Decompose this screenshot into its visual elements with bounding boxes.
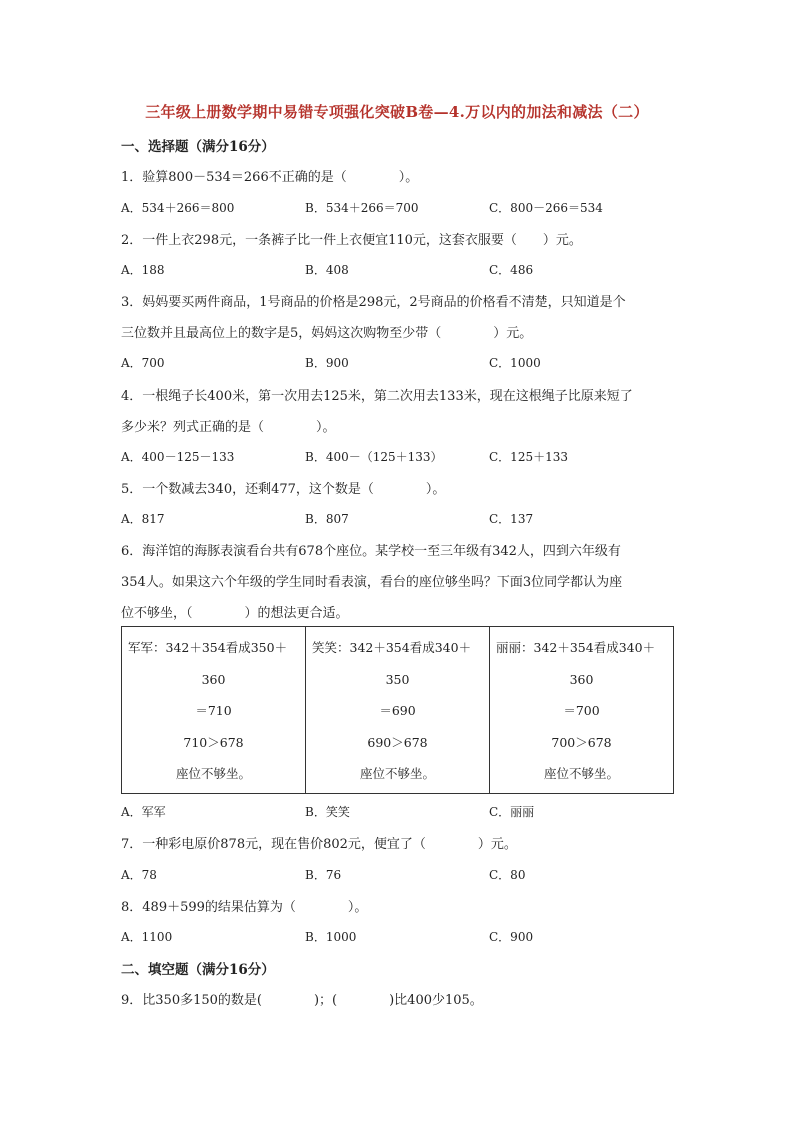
question-2-option-b[interactable]: B．408	[305, 263, 349, 277]
question-5-option-c[interactable]: C．137	[489, 512, 534, 526]
question-2-stem: 2．一件上衣298元，一条裤子比一件上衣便宜110元，这套衣服要（ ）元。	[121, 233, 582, 248]
cell-line: 座位不够坐。	[543, 766, 619, 781]
section-heading-fill-in: 二、填空题（满分16分）	[121, 962, 275, 978]
question-1-option-c[interactable]: C．800－266＝534	[489, 201, 603, 215]
cell-line: 700＞678	[551, 734, 612, 750]
question-6-stem-line-1: 6．海洋馆的海豚表演看台共有678个座位。某学校一至三年级有342人，四到六年级有	[121, 544, 621, 559]
question-5-stem: 5．一个数减去340，还剩477，这个数是（ ）。	[121, 482, 446, 497]
question-1-option-b[interactable]: B．534＋266＝700	[305, 201, 419, 215]
cell-line: 360	[569, 671, 594, 687]
cell-line: 座位不够坐。	[359, 766, 435, 781]
cell-line: ＝710	[195, 703, 232, 718]
question-6-option-b[interactable]: B．笑笑	[305, 805, 350, 819]
question-3-option-a[interactable]: A．700	[121, 356, 165, 370]
question-6-comparison-table	[121, 626, 674, 794]
question-3-stem-line-1: 3．妈妈要买两件商品，1号商品的价格是298元，2号商品的价格看不清楚，只知道是个	[121, 295, 626, 310]
question-5-option-a[interactable]: A．817	[121, 512, 165, 526]
cell-line: 690＞678	[367, 734, 428, 750]
question-8-option-c[interactable]: C．900	[489, 930, 534, 944]
cell-line: 360	[201, 671, 226, 687]
question-6-stem-line-3: 位不够坐，（ ）的想法更合适。	[121, 606, 349, 621]
question-6-stem-line-2: 354人。如果这六个年级的学生同时看表演，看台的座位够坐吗？下面3位同学都认为座	[121, 575, 623, 590]
worksheet-title: 三年级上册数学期中易错专项强化突破B卷—4.万以内的加法和减法（二）	[145, 103, 649, 121]
question-7-option-a[interactable]: A．78	[121, 868, 157, 882]
question-6-option-c[interactable]: C．丽丽	[489, 805, 535, 819]
question-4-stem-line-2: 多少米？列式正确的是（ ）。	[121, 420, 336, 435]
question-8-stem: 8．489＋599的结果估算为（ ）。	[121, 900, 368, 915]
question-9-stem: 9．比350多150的数是( )；( )比400少105。	[121, 993, 483, 1008]
cell-line: 军军：342＋354看成350＋	[128, 640, 288, 655]
cell-line: 710＞678	[183, 734, 244, 750]
question-8-option-b[interactable]: B．1000	[305, 930, 357, 944]
question-4-stem-line-1: 4．一根绳子长400米，第一次用去125米，第二次用去133米，现在这根绳子比原来短了	[121, 389, 633, 404]
question-7-stem: 7．一种彩电原价878元，现在售价802元，便宜了（ ）元。	[121, 837, 517, 852]
cell-line: 350	[385, 671, 410, 687]
question-1-option-a[interactable]: A．534＋266＝800	[121, 201, 235, 215]
comparison-cell-xiaoxiao	[306, 627, 490, 794]
cell-line: ＝700	[563, 703, 600, 718]
question-8-option-a[interactable]: A．1100	[121, 930, 173, 944]
question-6-option-a[interactable]: A．军军	[121, 805, 166, 819]
section-heading-choice: 一、选择题（满分16分）	[121, 139, 275, 155]
question-2-option-c[interactable]: C．486	[489, 263, 534, 277]
cell-line: 丽丽：342＋354看成340＋	[496, 640, 656, 655]
question-7-option-b[interactable]: B．76	[305, 868, 342, 882]
question-4-option-c[interactable]: C．125＋133	[489, 450, 568, 464]
question-4-option-a[interactable]: A．400－125－133	[121, 450, 235, 464]
question-3-stem-line-2: 三位数并且最高位上的数字是5，妈妈这次购物至少带（ ）元。	[121, 326, 533, 341]
cell-line: 座位不够坐。	[175, 766, 251, 781]
question-3-option-c[interactable]: C．1000	[489, 356, 541, 370]
comparison-cell-junjun	[122, 627, 306, 794]
question-5-option-b[interactable]: B．807	[305, 512, 349, 526]
question-3-option-b[interactable]: B．900	[305, 356, 349, 370]
comparison-cell-lili	[490, 627, 674, 794]
question-7-option-c[interactable]: C．80	[489, 868, 526, 882]
question-4-option-b[interactable]: B．400－（125＋133）	[305, 450, 443, 464]
question-1-stem: 1．验算800－534＝266不正确的是（ ）。	[121, 170, 419, 185]
question-2-option-a[interactable]: A．188	[121, 263, 165, 277]
cell-line: 笑笑：342＋354看成340＋	[312, 640, 472, 655]
cell-line: ＝690	[379, 703, 416, 718]
